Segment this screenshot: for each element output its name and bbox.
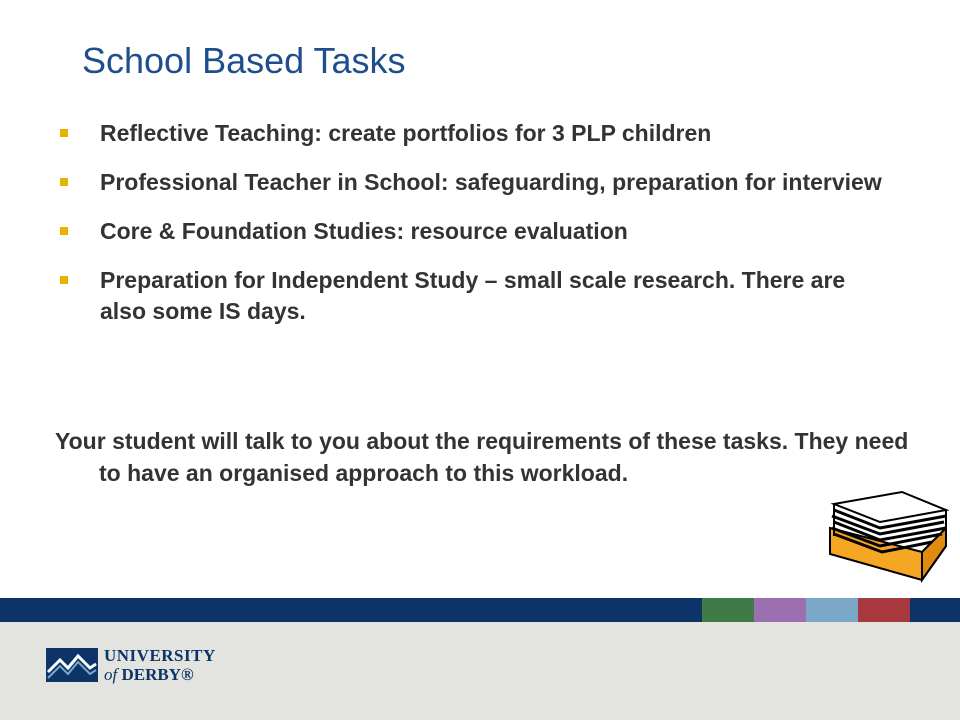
square-bullet-icon <box>60 276 68 284</box>
body-paragraph: Your student will talk to you about the requirements of these tasks. They need to have an organised approach to this workload. <box>55 428 909 486</box>
square-bullet-icon <box>60 178 68 186</box>
color-swatch-green <box>702 598 754 622</box>
bullet-text: Professional Teacher in School: safeguarding, preparation for interview <box>100 169 882 195</box>
color-swatch-red <box>858 598 910 622</box>
color-swatch-purple <box>754 598 806 622</box>
paper-stack-icon <box>822 488 952 596</box>
logo-university-text: UNIVERSITY <box>104 646 216 665</box>
color-swatch-lightblue <box>806 598 858 622</box>
bullet-item <box>56 216 886 247</box>
bullet-text: Reflective Teaching: create portfolios for 3 PLP children <box>100 120 712 146</box>
bullet-item <box>56 167 886 198</box>
logo-derby-text: of DERBY® <box>104 665 194 684</box>
bullet-text: Core & Foundation Studies: resource evaluation <box>100 218 628 244</box>
slide-title: School Based Tasks <box>82 40 406 81</box>
square-bullet-icon <box>60 129 68 137</box>
bullet-item <box>56 265 886 327</box>
bullet-list <box>56 118 886 345</box>
bullet-item <box>56 118 886 149</box>
bullet-text: Preparation for Independent Study – small scale research. There are also some IS days. <box>100 267 846 324</box>
university-logo <box>46 644 221 686</box>
square-bullet-icon <box>60 227 68 235</box>
mountain-logo-icon <box>46 648 98 682</box>
